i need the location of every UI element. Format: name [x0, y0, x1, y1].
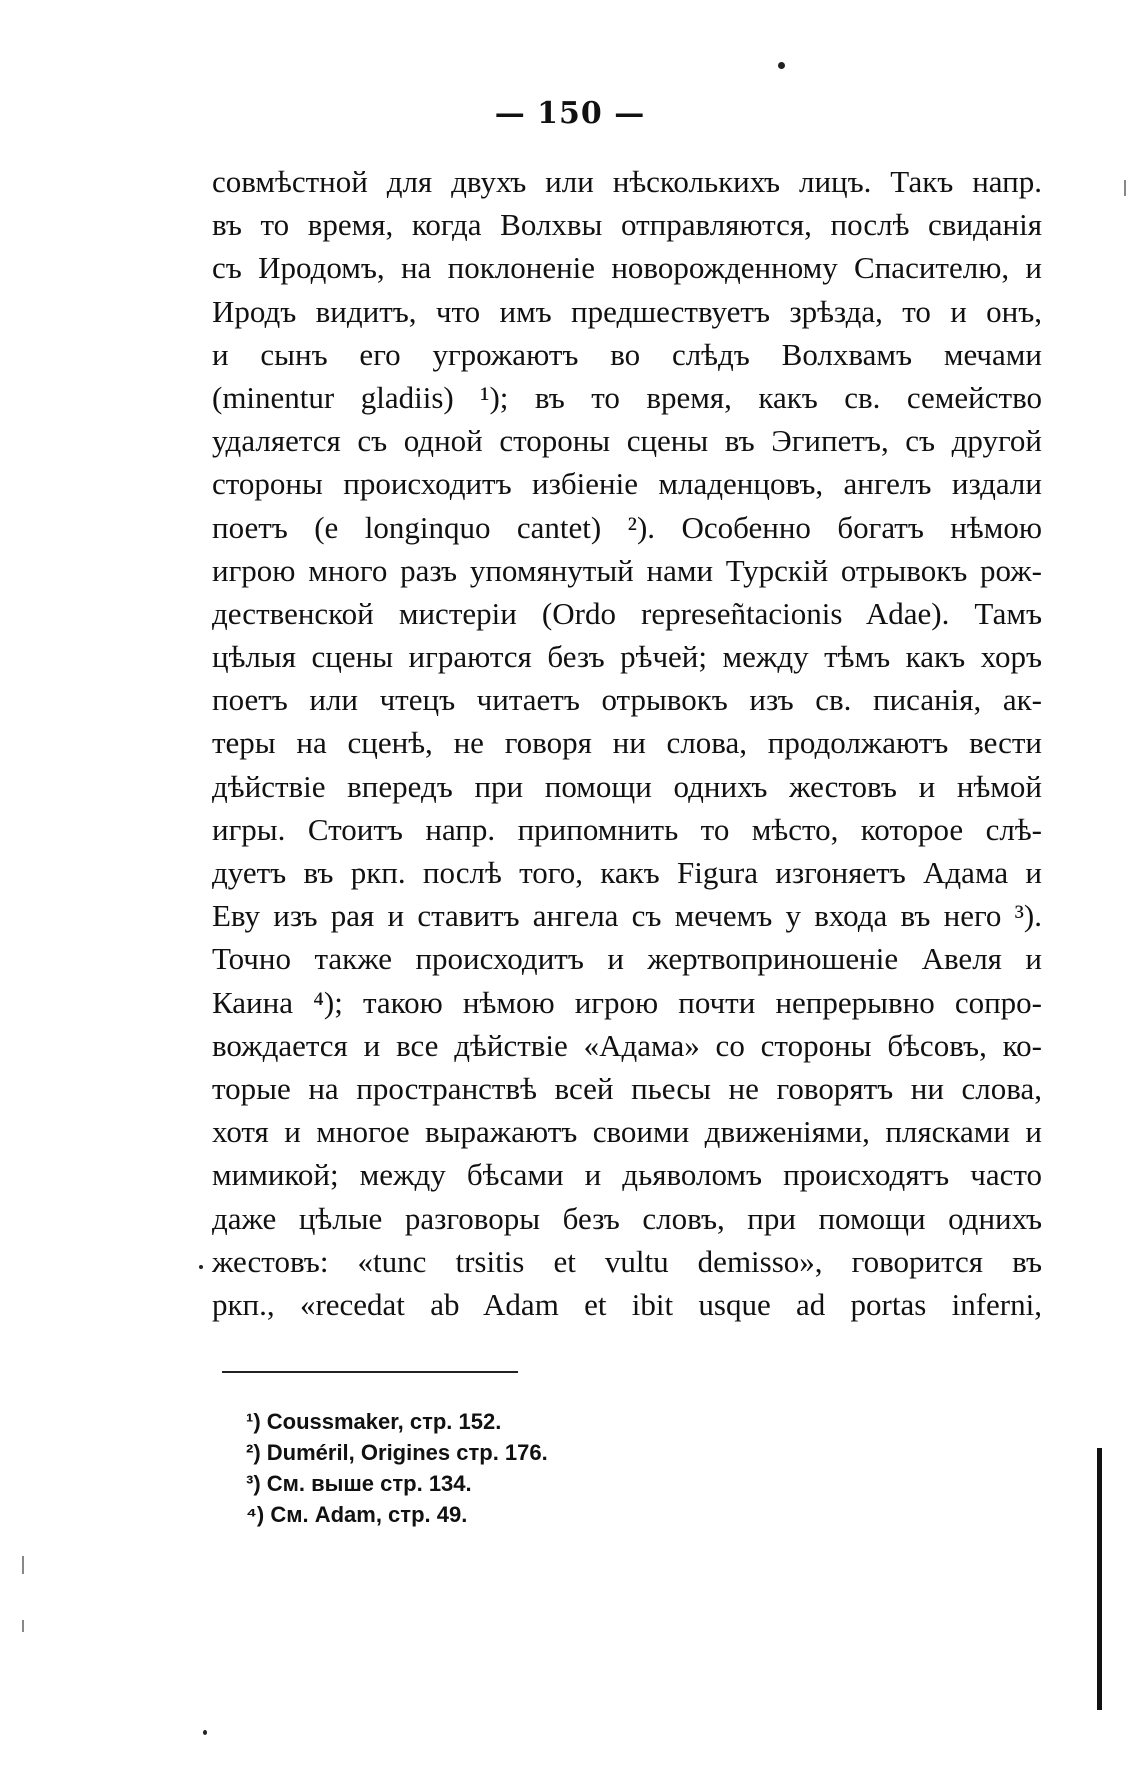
scan-speck — [203, 1730, 207, 1735]
footnotes — [246, 1406, 548, 1530]
body-line: дѣйствіе впередъ при помощи однихъ жестовъ и нѣмой — [212, 768, 1042, 804]
footnote-item: ²) Duméril, Origines стр. 176. — [246, 1440, 548, 1465]
body-line: и сынъ его угрожаютъ во слѣдъ Волхвамъ мечами — [212, 336, 1042, 372]
footnote-item: ⁴) См. Adam, стр. 49. — [246, 1502, 468, 1527]
body-line: въ то время, когда Волхвы отправляются, послѣ свиданія — [212, 207, 1042, 243]
body-line: совмѣстной для двухъ или нѣсколькихъ лицъ. Такъ напр. — [212, 164, 1042, 199]
body-text — [212, 160, 1042, 1326]
body-line: игрою много разъ упомянутый нами Турскій отрывокъ рож- — [212, 552, 1042, 588]
body-line: съ Иродомъ, на поклоненіе новорожденному Спасителю, и — [212, 250, 1042, 286]
body-line: ркп., «recedat ab Adam et ibit usque ad portas inferni, — [212, 1286, 1042, 1322]
scan-tick — [1124, 180, 1126, 196]
footnote-item: ³) См. выше стр. 134. — [246, 1471, 472, 1496]
body-line: удаляется съ одной стороны сцены въ Эгипетъ, съ другой — [212, 423, 1042, 459]
body-line: стороны происходитъ избіеніе младенцовъ, ангелъ издали — [212, 466, 1042, 502]
scan-speck — [778, 62, 785, 69]
body-line: даже цѣлые разговоры безъ словъ, при помощи однихъ — [212, 1200, 1042, 1236]
body-line: жестовъ: «tunc trsitis et vultu demisso», говорится въ — [212, 1243, 1042, 1279]
page-number: — 150 — — [494, 96, 646, 131]
body-line: поетъ (e longinquo cantet) ²). Особенно богатъ нѣмою — [212, 509, 1042, 545]
body-line: хотя и многое выражаютъ своими движеніями, плясками и — [212, 1114, 1042, 1150]
body-line: Еву изъ рая и ставитъ ангела съ мечемъ у входа въ него ³). — [212, 898, 1042, 934]
body-line: (minentur gladiis) ¹); въ то время, какъ св. семейство — [212, 379, 1042, 415]
body-line: дественской мистеріи (Ordo represeñtacionis Adae). Тамъ — [212, 595, 1042, 631]
scan-speck — [199, 1265, 203, 1269]
body-line: дуетъ въ ркп. послѣ того, какъ Figura изгоняетъ Адама и — [212, 855, 1042, 890]
body-line: Каина ⁴); такою нѣмою игрою почти непрерывно сопро- — [212, 984, 1042, 1020]
footnote-item: ¹) Coussmaker, стр. 152. — [246, 1409, 502, 1434]
body-line: Иродъ видитъ, что имъ предшествуетъ зрѣзда, то и онъ, — [212, 293, 1042, 329]
footnote-divider — [222, 1371, 518, 1373]
body-line: торые на пространствѣ всей пьесы не говорятъ ни слова, — [212, 1070, 1042, 1106]
body-line: цѣлыя сцены играются безъ рѣчей; между тѣмъ какъ хоръ — [212, 639, 1042, 675]
body-line: игры. Стоитъ напр. припомнить то мѣсто, которое слѣ- — [212, 811, 1042, 847]
scan-edge-bar — [1097, 1448, 1102, 1710]
body-line: мимикой; между бѣсами и дьяволомъ происходятъ часто — [212, 1157, 1042, 1193]
body-line: вождается и все дѣйствіе «Адама» со стороны бѣсовъ, ко- — [212, 1027, 1042, 1063]
body-line: теры на сценѣ, не говоря ни слова, продолжаютъ вести — [212, 725, 1042, 761]
body-line: Точно также происходитъ и жертвоприношеніе Авеля и — [212, 941, 1042, 977]
scan-tick — [22, 1620, 24, 1632]
scan-tick — [22, 1556, 24, 1574]
body-line: поетъ или чтецъ читаетъ отрывокъ изъ св. писанія, ак- — [212, 682, 1042, 718]
